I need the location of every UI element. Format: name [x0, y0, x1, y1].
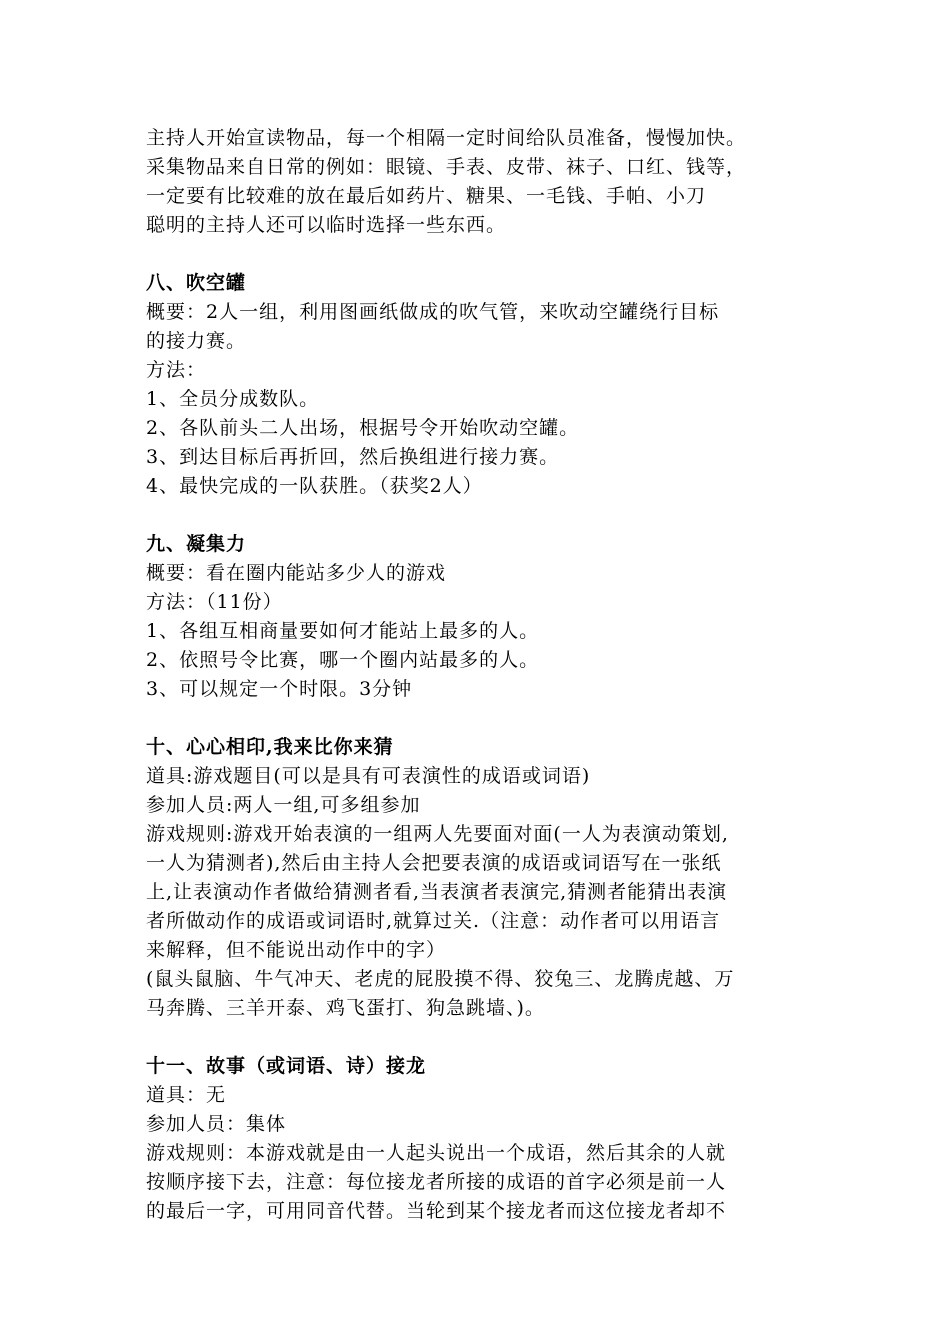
- text-line: 上,让表演动作者做给猜测者看,当表演者表演完,猜测者能猜出表演: [146, 881, 728, 903]
- text-line: 的最后一字，可用同音代替。当轮到某个接龙者而这位接龙者却不: [146, 1200, 727, 1222]
- section-11: [146, 1052, 826, 1226]
- text-line: 游戏规则：本游戏就是由一人起头说出一个成语，然后其余的人就: [146, 1142, 727, 1164]
- list-item: 2、各队前头二人出场，根据号令开始吹动空罐。: [146, 417, 580, 439]
- text-line: 马奔腾、三羊开泰、鸡飞蛋打、狗急跳墙、)。: [146, 997, 545, 1019]
- list-item: 3、可以规定一个时限。3分钟: [146, 678, 413, 700]
- text-line: 道具:游戏题目(可以是具有可表演性的成语或词语): [146, 765, 591, 787]
- section-9: [146, 530, 826, 704]
- text-line: 概要：2人一组，利用图画纸做成的吹气管，来吹动空罐绕行目标: [146, 301, 720, 323]
- text-line: 的接力赛。: [146, 330, 247, 352]
- intro-paragraph: [146, 124, 826, 240]
- section-heading: 十、心心相印,我来比你来猜: [146, 736, 394, 758]
- paragraph-gap: [146, 240, 826, 269]
- section-heading: 十一、故事（或词语、诗）接龙: [146, 1055, 427, 1077]
- list-item: 1、全员分成数队。: [146, 388, 320, 410]
- text-line: 者所做动作的成语或词语时,就算过关.（注意：动作者可以用语言: [146, 910, 721, 932]
- text-line: 参加人员：集体: [146, 1113, 287, 1135]
- text-line: 采集物品来自日常的例如：眼镜、手表、皮带、袜子、口红、钱等，: [146, 156, 747, 178]
- section-heading: 九、凝集力: [146, 533, 247, 555]
- text-line: 一定要有比较难的放在最后如药片、糖果、一毛钱、手帕、小刀: [146, 185, 707, 207]
- list-item: 2、依照号令比赛，哪一个圈内站最多的人。: [146, 649, 540, 671]
- section-10: [146, 733, 826, 1023]
- text-line: 聪明的主持人还可以临时选择一些东西。: [146, 214, 507, 236]
- section-8: [146, 269, 826, 501]
- text-line: (鼠头鼠脑、牛气冲天、老虎的屁股摸不得、狡兔三、龙腾虎越、万: [146, 968, 735, 990]
- text-line: 按顺序接下去，注意：每位接龙者所接的成语的首字必须是前一人: [146, 1171, 727, 1193]
- paragraph-gap: [146, 704, 826, 733]
- text-line: 来解释，但不能说出动作中的字）: [146, 939, 447, 961]
- list-item: 4、最快完成的一队获胜。（获奖2人）: [146, 475, 483, 497]
- text-line: 一人为猜测者),然后由主持人会把要表演的成语或词语写在一张纸: [146, 852, 722, 874]
- text-line: 概要：看在圈内能站多少人的游戏: [146, 562, 447, 584]
- text-line: 游戏规则:游戏开始表演的一组两人先要面对面(一人为表演动策划,: [146, 823, 729, 845]
- document-page: [146, 124, 826, 1226]
- text-line: 方法：: [146, 359, 207, 381]
- paragraph-gap: [146, 1023, 826, 1052]
- paragraph-gap: [146, 501, 826, 530]
- text-line: 参加人员:两人一组,可多组参加: [146, 794, 421, 816]
- text-line: 道具：无: [146, 1084, 227, 1106]
- list-item: 1、各组互相商量要如何才能站上最多的人。: [146, 620, 540, 642]
- list-item: 3、到达目标后再折回，然后换组进行接力赛。: [146, 446, 560, 468]
- text-line: 方法：（11份）: [146, 591, 283, 613]
- section-heading: 八、吹空罐: [146, 272, 247, 294]
- text-line: 主持人开始宣读物品，每一个相隔一定时间给队员准备，慢慢加快。: [146, 127, 747, 149]
